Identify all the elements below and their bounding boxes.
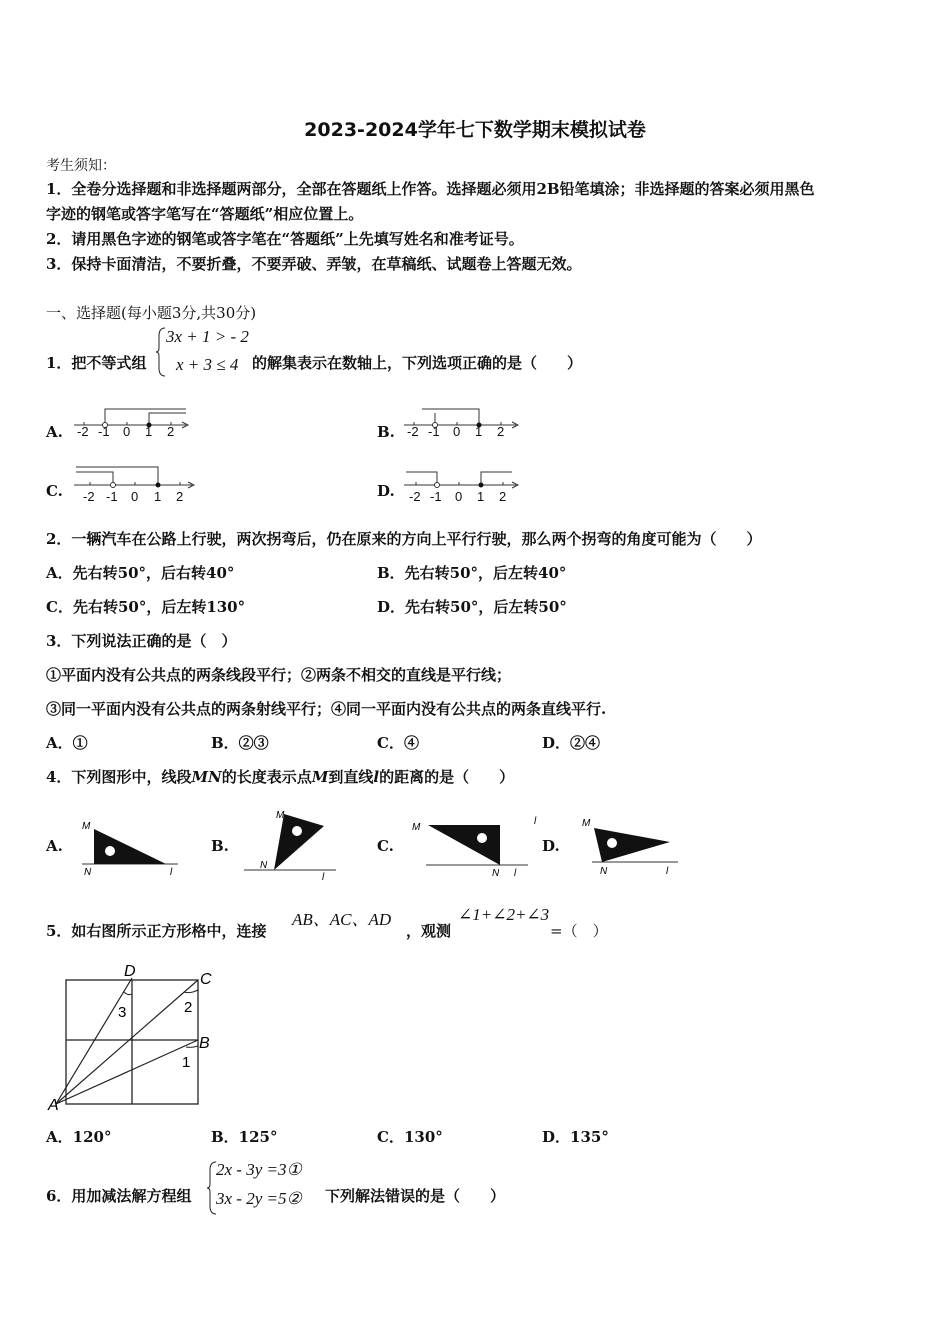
label-n: N xyxy=(600,866,608,877)
label-m: M xyxy=(276,810,285,821)
label-d: D xyxy=(124,963,136,980)
q3-statement-1: ①平面内没有公共点的两条线段平行；②两条不相交的直线是平行线； xyxy=(46,666,512,684)
label-l: l xyxy=(170,867,173,877)
q1-option-d-label: D. xyxy=(377,482,395,500)
label-b: B xyxy=(199,1035,210,1052)
q6-suffix: 下列解法错误的是（ ） xyxy=(325,1187,506,1205)
q5-option-d: D．135° xyxy=(542,1128,609,1146)
q1-option-c-label: C. xyxy=(46,482,63,500)
q2-option-d: D．先右转50°，后左转50° xyxy=(377,598,567,616)
tick-label: -1 xyxy=(106,489,118,504)
q4-stem-mid: 的长度表示点 xyxy=(221,768,312,786)
tick-label: -1 xyxy=(98,424,110,439)
tick-label: 0 xyxy=(131,489,139,504)
q4-stem xyxy=(46,766,514,787)
tick-label: 2 xyxy=(499,489,507,504)
q2-option-b: B．先右转50°，后左转40° xyxy=(377,564,567,582)
q5-stem-pre: 5．如右图所示正方形格中，连接 xyxy=(46,922,267,940)
q4-l: l xyxy=(373,768,380,786)
q4-option-d-figure xyxy=(530,812,680,878)
q4-m: M xyxy=(311,768,329,786)
angle-3-label: 3 xyxy=(118,1004,127,1021)
q6-equation-1: 2x - 3y =3① xyxy=(216,1160,302,1179)
tick-label: 1 xyxy=(145,424,153,439)
q1-prefix: 1．把不等式组 xyxy=(46,354,147,372)
notice-line-3: 3．保持卡面清洁，不要折叠，不要弄破、弄皱，在草稿纸、试题卷上答题无效。 xyxy=(46,255,582,273)
tick-label: 0 xyxy=(455,489,463,504)
label-m: M xyxy=(82,821,91,832)
q5-angles: ∠1+∠2+∠3 xyxy=(458,905,550,924)
tick-label: 0 xyxy=(453,424,461,439)
q3-option-c: C．④ xyxy=(377,734,419,752)
tick-label: 1 xyxy=(475,424,483,439)
notice-line-2: 2．请用黑色字迹的钢笔或答字笔在“答题纸”上先填写姓名和准考证号。 xyxy=(46,230,524,248)
tick-label: -1 xyxy=(430,489,442,504)
q1-inequality-2: x + 3 ≤ 4 xyxy=(176,355,239,374)
tick-label: -2 xyxy=(409,489,421,504)
q4-option-b-label: B. xyxy=(211,837,229,855)
q3-option-a: A．① xyxy=(46,734,88,752)
q1-suffix: 的解集表示在数轴上，下列选项正确的是（ ） xyxy=(252,354,583,372)
label-n: N xyxy=(84,867,92,877)
q2-option-a: A．先右转50°，后右转40° xyxy=(46,564,235,582)
q5-option-a: A．120° xyxy=(46,1128,112,1146)
angle-2-label: 2 xyxy=(184,999,193,1016)
q1-option-b-label: B. xyxy=(377,423,395,441)
tick-label: 2 xyxy=(167,424,175,439)
q3-option-b: B．②③ xyxy=(211,734,269,752)
label-m: M xyxy=(582,818,591,829)
tick-label: -2 xyxy=(407,424,419,439)
q2-stem: 2．一辆汽车在公路上行驶，两次拐弯后，仍在原来的方向上平行行驶，那么两个拐弯的角度可能为（ ） xyxy=(46,530,762,548)
q5-stem-mid: ，观测 xyxy=(406,922,452,940)
q4-stem-mid2: 到直线 xyxy=(328,768,374,786)
q4-option-c-label: C. xyxy=(377,837,394,855)
tick-label: 0 xyxy=(123,424,131,439)
q4-option-a-figure xyxy=(78,815,182,877)
notice-line-1a: 1．全卷分选择题和非选择题两部分，全部在答题纸上作答。选择题必须用2B铅笔填涂；非选择题的答案必须用黑色 xyxy=(46,180,815,198)
label-l: l xyxy=(514,868,517,878)
q4-stem-post: 的距离的是（ ） xyxy=(379,768,515,786)
label-m: M xyxy=(412,822,421,833)
section-heading: 一、选择题(每小题3分,共30分) xyxy=(46,304,257,322)
label-n: N xyxy=(260,860,268,871)
notice-line-1b: 字迹的钢笔或答字笔写在“答题纸”相应位置上。 xyxy=(46,205,364,223)
q5-segments: AB、AC、AD xyxy=(292,910,392,929)
label-a: A xyxy=(48,1097,59,1114)
q5-option-b: B．125° xyxy=(211,1128,278,1146)
tick-label: 2 xyxy=(176,489,184,504)
q3-stem: 3．下列说法正确的是（ ） xyxy=(46,632,237,650)
q5-option-c: C．130° xyxy=(377,1128,443,1146)
q4-option-b-figure xyxy=(240,806,340,880)
angle-1-label: 1 xyxy=(182,1054,191,1071)
q4-option-c-figure xyxy=(408,812,534,878)
tick-label: -1 xyxy=(428,424,440,439)
q3-statement-2: ③同一平面内没有公共点的两条射线平行；④同一平面内没有公共点的两条直线平行. xyxy=(46,700,607,718)
page-title: 2023-2024学年七下数学期末模拟试卷 xyxy=(304,119,646,141)
q2-option-c: C．先右转50°，后左转130° xyxy=(46,598,246,616)
q4-option-a-label: A. xyxy=(46,837,63,855)
q3-option-d: D．②④ xyxy=(542,734,601,752)
q1-option-a-label: A. xyxy=(46,423,63,441)
label-l: l xyxy=(534,816,537,827)
q5-stem-post: =（ ） xyxy=(550,922,608,940)
tick-label: 1 xyxy=(477,489,485,504)
q4-mn: MN xyxy=(191,768,222,786)
tick-label: -2 xyxy=(77,424,89,439)
q6-prefix: 6．用加减法解方程组 xyxy=(46,1187,192,1205)
label-l: l xyxy=(666,866,669,877)
tick-label: -2 xyxy=(83,489,95,504)
label-n: N xyxy=(492,868,500,878)
label-l: l xyxy=(322,872,325,880)
q4-stem-pre: 4．下列图形中，线段 xyxy=(46,768,192,786)
q4-option-d-label: D. xyxy=(542,837,560,855)
tick-label: 2 xyxy=(497,424,505,439)
q6-equation-2: 3x - 2y =5② xyxy=(216,1189,302,1208)
tick-label: 1 xyxy=(154,489,162,504)
label-c: C xyxy=(200,971,212,988)
q1-inequality-1: 3x + 1 > - 2 xyxy=(166,327,249,346)
q5-grid-figure xyxy=(44,960,224,1118)
notice-heading: 考生须知： xyxy=(46,158,116,174)
